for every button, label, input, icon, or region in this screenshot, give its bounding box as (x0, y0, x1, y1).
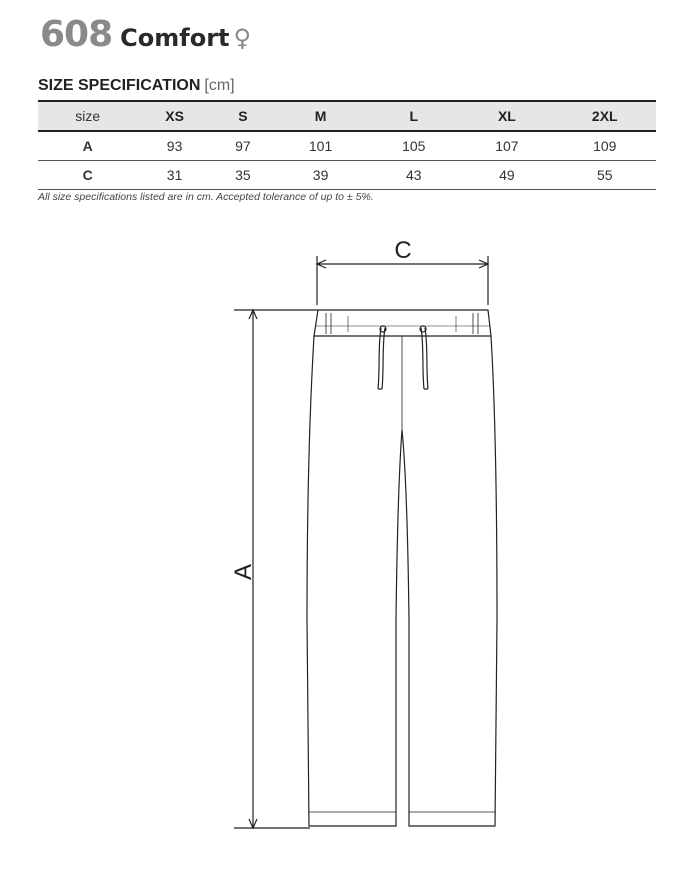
drawstring-right (421, 328, 424, 389)
header-cell: XS (165, 108, 184, 124)
row-label: A (82, 138, 93, 154)
waistband (314, 310, 491, 336)
header-cell: size (75, 108, 101, 124)
table-cell: 55 (596, 167, 613, 183)
table-cell: 39 (312, 167, 329, 183)
table-cell: 107 (495, 138, 519, 154)
table-cell: 93 (166, 138, 183, 154)
table-cell: 43 (405, 167, 422, 183)
drawstring-left (378, 328, 381, 389)
table-cell: 109 (593, 138, 617, 154)
female-symbol-icon: ♀ (233, 24, 252, 52)
row-label: C (82, 167, 93, 183)
header-cell: S (238, 108, 248, 124)
table-cell: 97 (235, 138, 251, 154)
left-leg (307, 336, 402, 826)
header-cell: 2XL (591, 108, 618, 124)
product-name: Comfort (120, 24, 230, 52)
header-cell: XL (497, 108, 516, 124)
drawstring-right-2 (425, 328, 428, 389)
tolerance-note: All size specifications listed are in cm. Accepted tolerance of up to ± 5%. (38, 191, 374, 203)
pants-drawing (234, 256, 497, 828)
length-label: A (230, 563, 257, 581)
spec-unit: [cm] (204, 77, 235, 94)
right-leg (402, 336, 497, 826)
table-cell: 49 (499, 167, 515, 183)
table-cell: 31 (166, 167, 183, 183)
header-cell: M (314, 108, 327, 124)
table-cell: 105 (402, 138, 426, 154)
table-cell: 35 (235, 167, 251, 183)
spec-title-text: SIZE SPECIFICATION (38, 77, 201, 94)
drawstring-left-2 (382, 328, 385, 389)
width-label: C (394, 237, 412, 264)
table-cell: 101 (308, 138, 333, 154)
header-cell: L (409, 108, 419, 124)
product-code: 608 (40, 14, 113, 55)
